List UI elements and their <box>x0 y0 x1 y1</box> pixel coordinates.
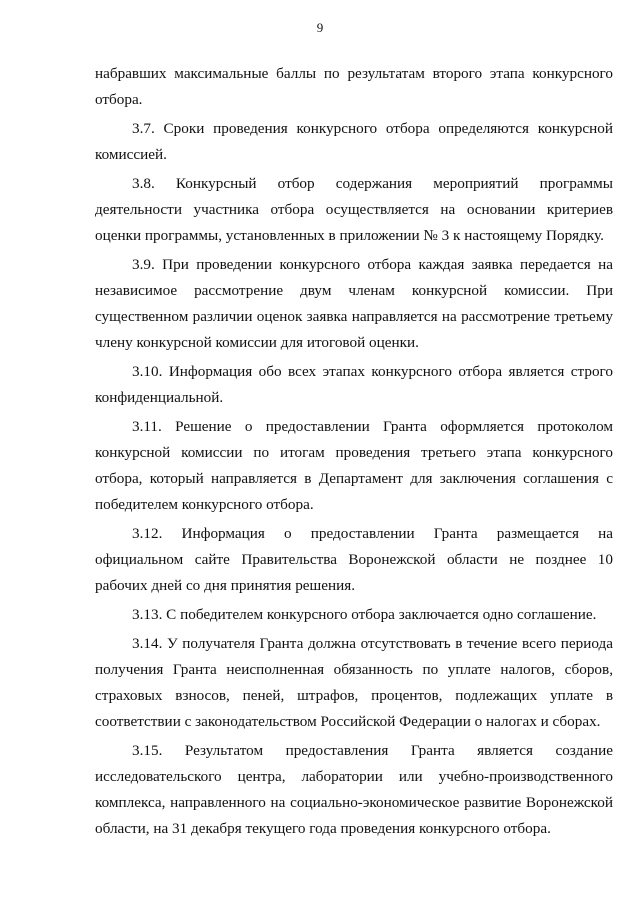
paragraph-3.9: 3.9. При проведении конкурсного отбора каждая заявка передается на независимое рассмотрение двум членам конкурсной комиссии. При существенном различии оценок заявка направляется на рассмотрение третьему члену конкурсной комиссии для итоговой оценки. <box>95 256 613 351</box>
paragraph-3.7: 3.7. Сроки проведения конкурсного отбора определяются конкурсной комиссией. <box>95 120 613 163</box>
page-number: 9 <box>316 20 324 35</box>
paragraph-3.15: 3.15. Результатом предоставления Гранта является создание исследовательского центра, лаборатории или учебно-производственного комплекса, направленного на социально-экономическое развитие Воронежской области, на 31 декабря текущего года проведения конкурсного отбора. <box>95 742 613 837</box>
paragraph-3.11: 3.11. Решение о предоставлении Гранта оформляется протоколом конкурсной комиссии по итогам проведения третьего этапа конкурсного отбора, который направляется в Департамент для заключения соглашения с победителем конкурсного отбора. <box>95 418 613 513</box>
paragraph-3.14: 3.14. У получателя Гранта должна отсутствовать в течение всего периода получения Гранта неисполненная обязанность по уплате налогов, сборов, страховых взносов, пеней, штрафов, процентов, подлежащих уплате в соответствии с законодательством Российской Федерации о налогах и сборах. <box>95 635 613 730</box>
paragraph-3.8: 3.8. Конкурсный отбор содержания мероприятий программы деятельности участника отбора осуществляется на основании критериев оценки программы, установленных в приложении № 3 к настоящему Порядку. <box>95 175 613 244</box>
paragraph-3.12: 3.12. Информация о предоставлении Гранта размещается на официальном сайте Правительства Воронежской области не позднее 10 рабочих дней со дня принятия решения. <box>95 525 613 594</box>
document-body <box>95 61 613 845</box>
paragraph-3.6-cont: набравших максимальные баллы по результатам второго этапа конкурсного отбора. <box>95 65 613 108</box>
paragraph-3.13: 3.13. С победителем конкурсного отбора заключается одно соглашение. <box>132 606 597 623</box>
paragraph-3.10: 3.10. Информация обо всех этапах конкурсного отбора является строго конфиденциальной. <box>95 363 613 406</box>
